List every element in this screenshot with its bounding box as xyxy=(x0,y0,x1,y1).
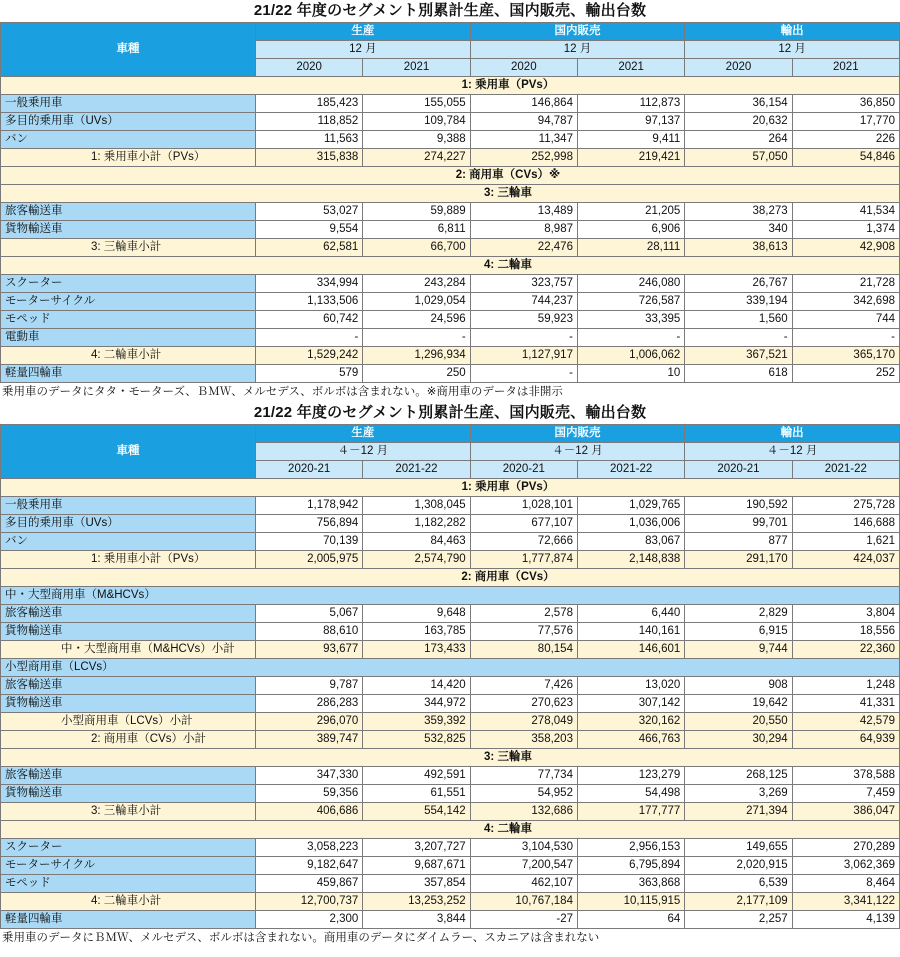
value-cell: 406,686 xyxy=(256,803,363,821)
value-cell: 320,162 xyxy=(577,713,684,731)
value-cell: 3,804 xyxy=(792,605,899,623)
row-label: 旅客輸送車 xyxy=(1,605,256,623)
year-header: 2021 xyxy=(363,59,470,77)
value-cell: 30,294 xyxy=(685,731,792,749)
year-header: 2020 xyxy=(470,59,577,77)
value-cell: 6,915 xyxy=(685,623,792,641)
value-cell: 8,987 xyxy=(470,221,577,239)
value-cell: 2,829 xyxy=(685,605,792,623)
year-header: 2020-21 xyxy=(685,461,792,479)
value-cell: 1,248 xyxy=(792,677,899,695)
table-row xyxy=(1,113,900,131)
value-cell: 246,080 xyxy=(577,275,684,293)
value-cell: 60,742 xyxy=(256,311,363,329)
value-cell: 26,767 xyxy=(685,275,792,293)
value-cell: 11,347 xyxy=(470,131,577,149)
value-cell: 64 xyxy=(577,911,684,929)
value-cell: 93,677 xyxy=(256,641,363,659)
value-cell: 2,578 xyxy=(470,605,577,623)
group-header-domestic-sales: 国内販売 xyxy=(470,23,685,41)
value-cell: 340 xyxy=(685,221,792,239)
value-cell: 38,613 xyxy=(685,239,792,257)
value-cell: 252,998 xyxy=(470,149,577,167)
value-cell: 3,062,369 xyxy=(792,857,899,875)
value-cell: 4,139 xyxy=(792,911,899,929)
value-cell: 140,161 xyxy=(577,623,684,641)
value-cell: 726,587 xyxy=(577,293,684,311)
value-cell: 3,341,122 xyxy=(792,893,899,911)
value-cell: 3,058,223 xyxy=(256,839,363,857)
period-header: 12 月 xyxy=(685,41,900,59)
value-cell: 386,047 xyxy=(792,803,899,821)
table-row xyxy=(1,95,900,113)
value-cell: 9,648 xyxy=(363,605,470,623)
value-cell: 271,394 xyxy=(685,803,792,821)
value-cell: 83,067 xyxy=(577,533,684,551)
table1 xyxy=(0,22,900,383)
row-label: 旅客輸送車 xyxy=(1,203,256,221)
row-label: スクーター xyxy=(1,275,256,293)
table-row xyxy=(1,839,900,857)
value-cell: 9,411 xyxy=(577,131,684,149)
value-cell: 5,067 xyxy=(256,605,363,623)
value-cell: 2,300 xyxy=(256,911,363,929)
value-cell: - xyxy=(685,329,792,347)
table-row xyxy=(1,365,900,383)
value-cell: 1,133,506 xyxy=(256,293,363,311)
period-header: 12 月 xyxy=(256,41,471,59)
value-cell: 10,767,184 xyxy=(470,893,577,911)
table-row xyxy=(1,149,900,167)
value-cell: 347,330 xyxy=(256,767,363,785)
table2-note: 乗用車のデータにＢＭＷ、メルセデス、ボルボは含まれない。商用車のデータにダイムラー、スカニアは含まれない xyxy=(2,932,600,944)
value-cell: 9,787 xyxy=(256,677,363,695)
category-header: 車種 xyxy=(1,23,256,77)
table2-title: 21/22 年度のセグメント別累計生産、国内販売、輸出台数 xyxy=(253,404,647,421)
value-cell: 9,744 xyxy=(685,641,792,659)
value-cell: 24,596 xyxy=(363,311,470,329)
value-cell: 6,795,894 xyxy=(577,857,684,875)
value-cell: 554,142 xyxy=(363,803,470,821)
value-cell: 365,170 xyxy=(792,347,899,365)
value-cell: 41,331 xyxy=(792,695,899,713)
row-label: 一般乗用車 xyxy=(1,95,256,113)
value-cell: 1,308,045 xyxy=(363,497,470,515)
value-cell: 177,777 xyxy=(577,803,684,821)
value-cell: 2,574,790 xyxy=(363,551,470,569)
period-header: ４－12 月 xyxy=(256,443,471,461)
table1-title: 21/22 年度のセグメント別累計生産、国内販売、輸出台数 xyxy=(253,2,647,19)
row-label: 旅客輸送車 xyxy=(1,767,256,785)
value-cell: 252 xyxy=(792,365,899,383)
value-cell: 36,850 xyxy=(792,95,899,113)
value-cell: 155,055 xyxy=(363,95,470,113)
value-cell: 28,111 xyxy=(577,239,684,257)
row-label: 3: 三輪車小計 xyxy=(1,239,256,257)
value-cell: 84,463 xyxy=(363,533,470,551)
table-row xyxy=(1,275,900,293)
value-cell: 1,777,874 xyxy=(470,551,577,569)
value-cell: 14,420 xyxy=(363,677,470,695)
value-cell: 54,952 xyxy=(470,785,577,803)
value-cell: 1,560 xyxy=(685,311,792,329)
value-cell: 57,050 xyxy=(685,149,792,167)
table-row xyxy=(1,311,900,329)
table-row xyxy=(1,551,900,569)
value-cell: 250 xyxy=(363,365,470,383)
value-cell: 378,588 xyxy=(792,767,899,785)
value-cell: 323,757 xyxy=(470,275,577,293)
table-row xyxy=(1,203,900,221)
value-cell: - xyxy=(470,365,577,383)
value-cell: 1,178,942 xyxy=(256,497,363,515)
value-cell: 1,182,282 xyxy=(363,515,470,533)
value-cell: 744 xyxy=(792,311,899,329)
table-row xyxy=(1,767,900,785)
value-cell: 54,846 xyxy=(792,149,899,167)
value-cell: 342,698 xyxy=(792,293,899,311)
value-cell: 1,529,242 xyxy=(256,347,363,365)
value-cell: 33,395 xyxy=(577,311,684,329)
value-cell: 1,006,062 xyxy=(577,347,684,365)
table-row xyxy=(1,893,900,911)
value-cell: 677,107 xyxy=(470,515,577,533)
value-cell: 11,563 xyxy=(256,131,363,149)
value-cell: - xyxy=(577,329,684,347)
row-label: バン xyxy=(1,131,256,149)
value-cell: 1,374 xyxy=(792,221,899,239)
value-cell: 190,592 xyxy=(685,497,792,515)
value-cell: 21,728 xyxy=(792,275,899,293)
value-cell: 462,107 xyxy=(470,875,577,893)
year-header: 2021-22 xyxy=(577,461,684,479)
table-row xyxy=(1,857,900,875)
period-header: 12 月 xyxy=(470,41,685,59)
value-cell: 6,440 xyxy=(577,605,684,623)
table-row xyxy=(1,803,900,821)
value-cell: 22,476 xyxy=(470,239,577,257)
value-cell: - xyxy=(470,329,577,347)
value-cell: 2,005,975 xyxy=(256,551,363,569)
group-header-production: 生産 xyxy=(256,23,471,41)
value-cell: 17,770 xyxy=(792,113,899,131)
value-cell: 132,686 xyxy=(470,803,577,821)
value-cell: 219,421 xyxy=(577,149,684,167)
value-cell: 54,498 xyxy=(577,785,684,803)
section-two-wheelers: 4: 二輪車 xyxy=(1,257,900,275)
value-cell: 275,728 xyxy=(792,497,899,515)
value-cell: - xyxy=(792,329,899,347)
value-cell: 13,253,252 xyxy=(363,893,470,911)
period-header: ４－12 月 xyxy=(470,443,685,461)
section-passenger-vehicles: 1: 乗用車（PVs） xyxy=(1,479,900,497)
section-three-wheelers: 3: 三輪車 xyxy=(1,749,900,767)
value-cell: 3,104,530 xyxy=(470,839,577,857)
table-row xyxy=(1,347,900,365)
value-cell: 307,142 xyxy=(577,695,684,713)
value-cell: 2,148,838 xyxy=(577,551,684,569)
row-label: 貨物輸送車 xyxy=(1,695,256,713)
value-cell: 112,873 xyxy=(577,95,684,113)
section-commercial-vehicles: 2: 商用車（CVs）※ xyxy=(1,167,900,185)
value-cell: 42,579 xyxy=(792,713,899,731)
value-cell: 118,852 xyxy=(256,113,363,131)
value-cell: 9,182,647 xyxy=(256,857,363,875)
row-label: 4: 二輪車小計 xyxy=(1,893,256,911)
value-cell: 1,029,054 xyxy=(363,293,470,311)
value-cell: 59,356 xyxy=(256,785,363,803)
value-cell: 334,994 xyxy=(256,275,363,293)
value-cell: 344,972 xyxy=(363,695,470,713)
value-cell: 21,205 xyxy=(577,203,684,221)
row-label: 1: 乗用車小計（PVs） xyxy=(1,149,256,167)
year-header: 2020 xyxy=(256,59,363,77)
value-cell: 6,906 xyxy=(577,221,684,239)
value-cell: 618 xyxy=(685,365,792,383)
table-row xyxy=(1,785,900,803)
row-label: 貨物輸送車 xyxy=(1,785,256,803)
value-cell: 291,170 xyxy=(685,551,792,569)
table-row xyxy=(1,731,900,749)
value-cell: 72,666 xyxy=(470,533,577,551)
value-cell: 492,591 xyxy=(363,767,470,785)
section-two-wheelers: 4: 二輪車 xyxy=(1,821,900,839)
value-cell: -27 xyxy=(470,911,577,929)
value-cell: 123,279 xyxy=(577,767,684,785)
year-header: 2021 xyxy=(577,59,684,77)
table-row xyxy=(1,605,900,623)
row-label: モーターサイクル xyxy=(1,293,256,311)
section-passenger-vehicles: 1: 乗用車（PVs） xyxy=(1,77,900,95)
value-cell: 274,227 xyxy=(363,149,470,167)
period-header: ４－12 月 xyxy=(685,443,900,461)
row-label: 小型商用車（LCVs）小計 xyxy=(1,713,256,731)
value-cell: 532,825 xyxy=(363,731,470,749)
value-cell: 264 xyxy=(685,131,792,149)
table-row xyxy=(1,875,900,893)
table-row xyxy=(1,713,900,731)
value-cell: 10 xyxy=(577,365,684,383)
category-header: 車種 xyxy=(1,425,256,479)
year-header: 2021-22 xyxy=(363,461,470,479)
value-cell: 3,207,727 xyxy=(363,839,470,857)
value-cell: 38,273 xyxy=(685,203,792,221)
value-cell: 243,284 xyxy=(363,275,470,293)
value-cell: 9,554 xyxy=(256,221,363,239)
group-header-exports: 輸出 xyxy=(685,23,900,41)
value-cell: 97,137 xyxy=(577,113,684,131)
table2 xyxy=(0,424,900,929)
value-cell: 1,036,006 xyxy=(577,515,684,533)
value-cell: 19,642 xyxy=(685,695,792,713)
row-label: モペッド xyxy=(1,875,256,893)
value-cell: 59,923 xyxy=(470,311,577,329)
section-three-wheelers: 3: 三輪車 xyxy=(1,185,900,203)
value-cell: 226 xyxy=(792,131,899,149)
table-row xyxy=(1,515,900,533)
row-label: 中・大型商用車（M&HCVs）小計 xyxy=(1,641,256,659)
value-cell: 77,576 xyxy=(470,623,577,641)
value-cell: 7,200,547 xyxy=(470,857,577,875)
value-cell: 88,610 xyxy=(256,623,363,641)
value-cell: 424,037 xyxy=(792,551,899,569)
value-cell: 359,392 xyxy=(363,713,470,731)
table-row xyxy=(1,239,900,257)
value-cell: 389,747 xyxy=(256,731,363,749)
table-row xyxy=(1,533,900,551)
table-row xyxy=(1,329,900,347)
value-cell: 8,464 xyxy=(792,875,899,893)
value-cell: 109,784 xyxy=(363,113,470,131)
value-cell: 42,908 xyxy=(792,239,899,257)
row-label: モペッド xyxy=(1,311,256,329)
section-commercial-vehicles: 2: 商用車（CVs） xyxy=(1,569,900,587)
year-header: 2020-21 xyxy=(470,461,577,479)
value-cell: 2,257 xyxy=(685,911,792,929)
value-cell: 7,426 xyxy=(470,677,577,695)
value-cell: 1,621 xyxy=(792,533,899,551)
year-header: 2020-21 xyxy=(256,461,363,479)
value-cell: 744,237 xyxy=(470,293,577,311)
value-cell: 358,203 xyxy=(470,731,577,749)
value-cell: 756,894 xyxy=(256,515,363,533)
value-cell: 6,539 xyxy=(685,875,792,893)
group-header-exports: 輸出 xyxy=(685,425,900,443)
value-cell: 20,550 xyxy=(685,713,792,731)
value-cell: 80,154 xyxy=(470,641,577,659)
value-cell: 173,433 xyxy=(363,641,470,659)
group-mhcv: 中・大型商用車（M&HCVs） xyxy=(1,587,900,605)
row-label: モーターサイクル xyxy=(1,857,256,875)
row-label: 軽量四輪車 xyxy=(1,911,256,929)
value-cell: 2,020,915 xyxy=(685,857,792,875)
value-cell: 77,734 xyxy=(470,767,577,785)
value-cell: 12,700,737 xyxy=(256,893,363,911)
value-cell: 2,956,153 xyxy=(577,839,684,857)
value-cell: 6,811 xyxy=(363,221,470,239)
value-cell: - xyxy=(256,329,363,347)
value-cell: 62,581 xyxy=(256,239,363,257)
value-cell: 1,296,934 xyxy=(363,347,470,365)
value-cell: 367,521 xyxy=(685,347,792,365)
value-cell: 20,632 xyxy=(685,113,792,131)
table-row xyxy=(1,677,900,695)
row-label: 軽量四輪車 xyxy=(1,365,256,383)
row-label: スクーター xyxy=(1,839,256,857)
value-cell: 22,360 xyxy=(792,641,899,659)
value-cell: 579 xyxy=(256,365,363,383)
value-cell: 7,459 xyxy=(792,785,899,803)
row-label: 多目的乗用車（UVs） xyxy=(1,113,256,131)
row-label: 3: 三輪車小計 xyxy=(1,803,256,821)
year-header: 2021-22 xyxy=(792,461,899,479)
row-label: 貨物輸送車 xyxy=(1,623,256,641)
table-row xyxy=(1,911,900,929)
year-header: 2020 xyxy=(685,59,792,77)
value-cell: 94,787 xyxy=(470,113,577,131)
group-lcv: 小型商用車（LCVs） xyxy=(1,659,900,677)
value-cell: 36,154 xyxy=(685,95,792,113)
value-cell: 13,489 xyxy=(470,203,577,221)
value-cell: 459,867 xyxy=(256,875,363,893)
value-cell: 10,115,915 xyxy=(577,893,684,911)
table-row xyxy=(1,221,900,239)
row-label: 1: 乗用車小計（PVs） xyxy=(1,551,256,569)
value-cell: 53,027 xyxy=(256,203,363,221)
value-cell: 146,864 xyxy=(470,95,577,113)
value-cell: 146,688 xyxy=(792,515,899,533)
value-cell: 357,854 xyxy=(363,875,470,893)
row-label: 多目的乗用車（UVs） xyxy=(1,515,256,533)
row-label: 2: 商用車（CVs）小計 xyxy=(1,731,256,749)
row-label: 電動車 xyxy=(1,329,256,347)
group-header-production: 生産 xyxy=(256,425,471,443)
table-row xyxy=(1,497,900,515)
value-cell: 296,070 xyxy=(256,713,363,731)
value-cell: 315,838 xyxy=(256,149,363,167)
value-cell: 363,868 xyxy=(577,875,684,893)
value-cell: 41,534 xyxy=(792,203,899,221)
value-cell: 270,289 xyxy=(792,839,899,857)
value-cell: 908 xyxy=(685,677,792,695)
year-header: 2021 xyxy=(792,59,899,77)
value-cell: 70,139 xyxy=(256,533,363,551)
row-label: 4: 二輪車小計 xyxy=(1,347,256,365)
table1-note: 乗用車のデータにタタ・モーターズ、ＢＭＷ、メルセデス、ボルボは含まれない。※商用車のデータは非開示 xyxy=(2,386,563,398)
value-cell: 286,283 xyxy=(256,695,363,713)
value-cell: 146,601 xyxy=(577,641,684,659)
value-cell: 66,700 xyxy=(363,239,470,257)
value-cell: 163,785 xyxy=(363,623,470,641)
value-cell: 9,687,671 xyxy=(363,857,470,875)
row-label: バン xyxy=(1,533,256,551)
value-cell: 64,939 xyxy=(792,731,899,749)
table-row xyxy=(1,623,900,641)
table-row xyxy=(1,641,900,659)
value-cell: 278,049 xyxy=(470,713,577,731)
value-cell: - xyxy=(363,329,470,347)
value-cell: 270,623 xyxy=(470,695,577,713)
value-cell: 1,029,765 xyxy=(577,497,684,515)
row-label: 貨物輸送車 xyxy=(1,221,256,239)
value-cell: 3,844 xyxy=(363,911,470,929)
value-cell: 3,269 xyxy=(685,785,792,803)
value-cell: 877 xyxy=(685,533,792,551)
value-cell: 185,423 xyxy=(256,95,363,113)
table-row xyxy=(1,695,900,713)
value-cell: 149,655 xyxy=(685,839,792,857)
table-row xyxy=(1,131,900,149)
value-cell: 1,127,917 xyxy=(470,347,577,365)
value-cell: 1,028,101 xyxy=(470,497,577,515)
group-header-domestic-sales: 国内販売 xyxy=(470,425,685,443)
value-cell: 13,020 xyxy=(577,677,684,695)
row-label: 一般乗用車 xyxy=(1,497,256,515)
row-label: 旅客輸送車 xyxy=(1,677,256,695)
value-cell: 2,177,109 xyxy=(685,893,792,911)
table-row xyxy=(1,293,900,311)
value-cell: 466,763 xyxy=(577,731,684,749)
value-cell: 339,194 xyxy=(685,293,792,311)
value-cell: 18,556 xyxy=(792,623,899,641)
value-cell: 99,701 xyxy=(685,515,792,533)
value-cell: 61,551 xyxy=(363,785,470,803)
value-cell: 9,388 xyxy=(363,131,470,149)
value-cell: 59,889 xyxy=(363,203,470,221)
value-cell: 268,125 xyxy=(685,767,792,785)
